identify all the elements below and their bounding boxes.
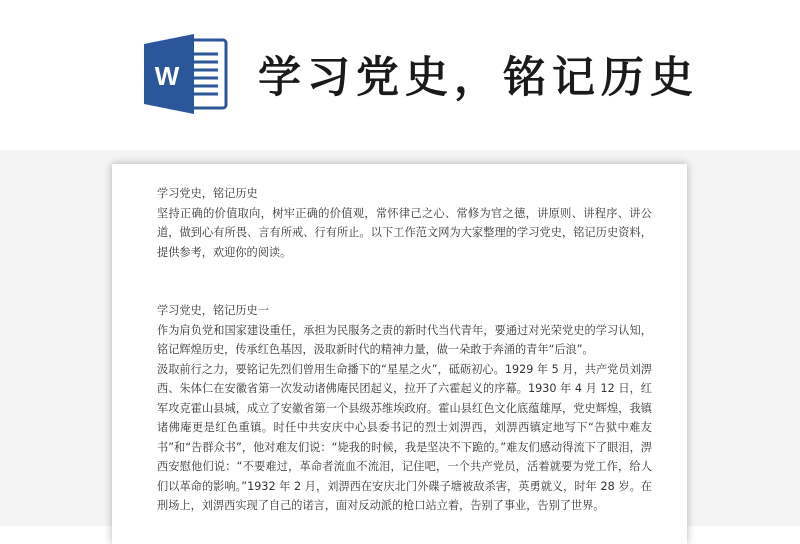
body-paragraph-2: 汲取前行之力，要铭记先烈们曾用生命播下的“星星之火”，砥砺初心。1929 年 5 月，共产党员刘淠西、朱体仁在安徽省第一次发动诸佛庵民团起义，拉开了六霍起义的序幕。1930 年 4 月 12 日，红军攻克霍山县城，成立了安徽省第一个县级苏维埃政府。霍山县红色文化底蕴雄厚，党史辉煌，我镇诸佛庵更是红色重镇。时任中共安庆中心县委书记的烈士刘淠西，刘淠西镇定地写下“告狱中难友书”和“告群众书”，他对难友们说：“毙我的时候，我是坚决不下跪的。”难友们感动得流下了眼泪，淠西安慰他们说：“不要难过，革命者流血不流泪，记住吧，一个共产党员，活着就要为党工作，给人们以革命的影响。”1932 年 2 月，刘淠西在安庆北门外碟子塘被敌杀害，英勇就义，时年 28 岁。在刑场上，刘淠西实现了自己的诺言，面对反动派的枪口站立着，告别了事业，告别了世界。 [157, 362, 652, 512]
section-title: 学习党史，铭记历史一 [157, 304, 269, 317]
page-title: 学习党史，铭记历史 [258, 53, 699, 103]
header [0, 0, 800, 150]
document-body [157, 184, 652, 516]
word-document-icon [142, 30, 230, 118]
intro-paragraph: 坚持正确的价值取向，树牢正确的价值观，常怀律己之心、常修为官之德，讲原则、讲程序、讲公道，做到心有所畏、言有所戒、行有所止。以下工作范文网为大家整理的学习党史，铭记历史资料，提供参考，欢迎你的阅读。 [157, 206, 652, 259]
paragraph-gap [157, 262, 652, 301]
word-icon-letter: W [154, 61, 180, 91]
document-heading: 学习党史，铭记历史 [157, 187, 258, 200]
document-page[interactable] [112, 164, 687, 544]
body-paragraph-1: 作为肩负党和国家建设重任，承担为民服务之责的新时代当代青年，要通过对光荣党史的学习认知，铭记辉煌历史，传承红色基因，汲取新时代的精神力量，做一朵敢于奔涌的青年“后浪”。 [157, 323, 652, 356]
